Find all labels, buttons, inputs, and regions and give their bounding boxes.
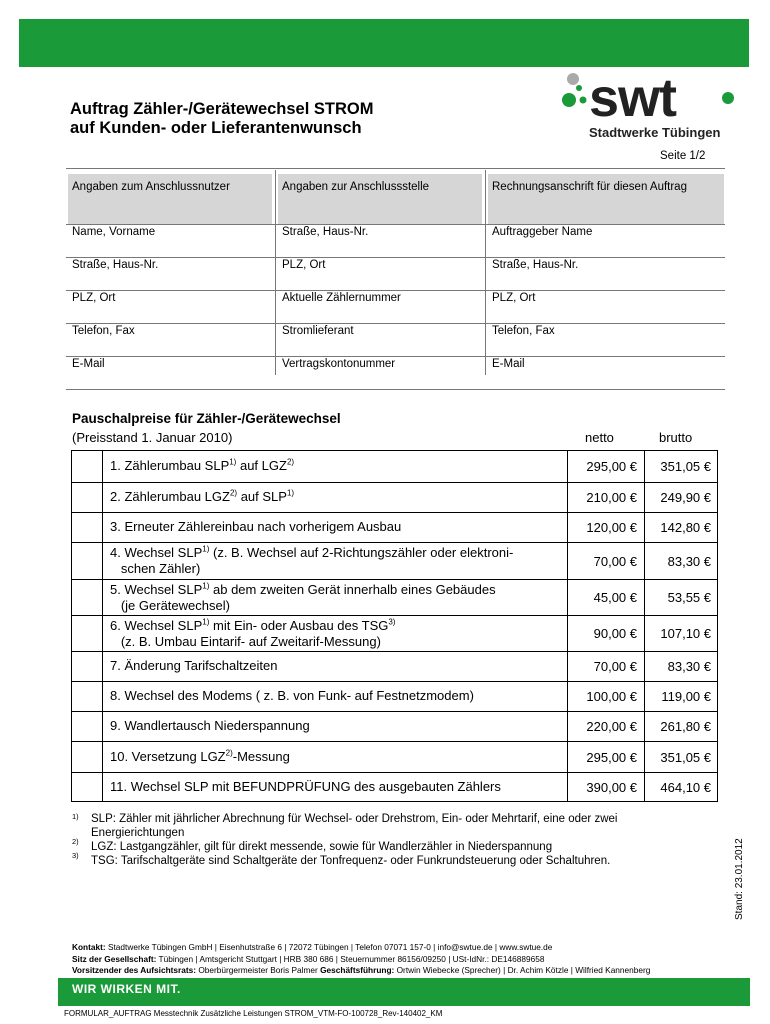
footnote-3-mark: 3) bbox=[72, 851, 79, 860]
form-header-nutzer: Angaben zum Anschlussnutzer bbox=[72, 181, 230, 193]
form-header-anschlussstelle: Angaben zur Anschlussstelle bbox=[282, 181, 430, 193]
footnote-ref: 1) bbox=[229, 457, 237, 467]
price-row-description bbox=[110, 658, 277, 674]
price-row bbox=[72, 483, 717, 513]
col-header-brutto: brutto bbox=[659, 430, 693, 445]
form-rule bbox=[66, 356, 725, 357]
price-brutto: 261,80 € bbox=[660, 719, 711, 734]
page-number: Seite 1/2 bbox=[660, 150, 706, 162]
contact-block bbox=[72, 942, 650, 977]
price-row-line-1 bbox=[110, 582, 496, 598]
col-header-netto: netto bbox=[585, 430, 614, 445]
price-row-line-1 bbox=[110, 618, 395, 634]
board-label: Vorsitzender des Aufsichtsrats: bbox=[72, 965, 197, 975]
footnote-1-text-cont: Energierichtungen bbox=[91, 827, 185, 839]
price-netto: 210,00 € bbox=[586, 490, 637, 505]
footnote-2-mark: 2) bbox=[72, 837, 79, 846]
field-strasse-2[interactable]: Straße, Haus-Nr. bbox=[282, 226, 369, 238]
field-email-1[interactable]: E-Mail bbox=[72, 358, 105, 370]
form-reference: FORMULAR_AUFTRAG Messtechnik Zusätzliche Leistungen STROM_VTM-FO-100728_Rev-140402_KM bbox=[64, 1009, 443, 1018]
price-brutto: 83,30 € bbox=[667, 553, 711, 569]
row-text: 10. Versetzung LGZ bbox=[110, 748, 226, 764]
form-rule bbox=[66, 290, 725, 291]
price-netto: 90,00 € bbox=[593, 626, 637, 641]
price-row bbox=[72, 652, 717, 682]
field-name-vorname[interactable]: Name, Vorname bbox=[72, 226, 156, 238]
price-row-description bbox=[110, 718, 310, 734]
price-row bbox=[72, 513, 717, 543]
row-text: 4. Wechsel SLP bbox=[110, 545, 203, 560]
price-row-line-1 bbox=[110, 489, 294, 505]
field-strasse-1[interactable]: Straße, Haus-Nr. bbox=[72, 259, 159, 271]
price-row bbox=[72, 451, 717, 483]
prices-subtitle: (Preisstand 1. Januar 2010) bbox=[72, 430, 233, 445]
swt-logo bbox=[540, 66, 740, 146]
form-header-rechnung: Rechnungsanschrift für diesen Auftrag bbox=[492, 181, 687, 193]
stand-date: Stand: 23.01.2012 bbox=[734, 838, 745, 920]
seat-text: Tübingen | Amtsgericht Stuttgart | HRB 380 686 | Steuernummer 86156/09250 | USt-IdNr.: DE146889658 bbox=[156, 953, 545, 964]
row-text: ab dem zweiten Gerät innerhalb eines Gebäudes bbox=[209, 582, 496, 597]
seat-label: Sitz der Gesellschaft: bbox=[72, 953, 157, 964]
seat-line bbox=[72, 954, 650, 966]
footnote-ref: 1) bbox=[286, 488, 295, 498]
price-row-line-1 bbox=[110, 718, 310, 734]
board-text: Oberbürgermeister Boris Palmer bbox=[196, 965, 321, 975]
field-telefon-fax-3[interactable]: Telefon, Fax bbox=[492, 325, 555, 337]
price-row bbox=[72, 712, 717, 742]
price-row-description bbox=[110, 519, 401, 535]
price-netto: 100,00 € bbox=[586, 689, 637, 704]
footnote-1-mark: 1) bbox=[72, 812, 79, 821]
form-rule bbox=[66, 257, 725, 258]
price-brutto: 351,05 € bbox=[660, 459, 711, 474]
price-row bbox=[72, 742, 717, 773]
document-title bbox=[70, 100, 374, 138]
price-row bbox=[72, 580, 717, 616]
form-rule bbox=[66, 224, 725, 225]
title-line-1: Auftrag Zähler-/Gerätewechsel STROM bbox=[70, 100, 374, 118]
price-brutto: 53,55 € bbox=[667, 590, 711, 605]
row-text: (z. B. Wechsel auf 2-Richtungszähler oder elektroni- bbox=[209, 545, 514, 560]
logo-subtitle: Stadtwerke Tübingen bbox=[589, 125, 721, 140]
field-email-3[interactable]: E-Mail bbox=[492, 358, 525, 370]
form-rule bbox=[66, 389, 725, 390]
form-divider-1 bbox=[275, 170, 276, 375]
field-plz-ort-1[interactable]: PLZ, Ort bbox=[72, 292, 116, 304]
price-netto: 120,00 € bbox=[586, 520, 637, 535]
form-rule bbox=[66, 323, 725, 324]
footnote-ref: 3) bbox=[388, 617, 396, 627]
row-text: 8. Wechsel des Modems ( z. B. von Funk- auf Festnetzmodem) bbox=[110, 688, 474, 703]
price-row-description bbox=[110, 688, 474, 704]
management-text: Ortwin Wiebecke (Sprecher) | Dr. Achim Kötzle | Wilfried Kannenberg bbox=[394, 965, 651, 975]
form-top-rule bbox=[66, 168, 725, 169]
price-row-line-1 bbox=[110, 519, 401, 535]
price-table bbox=[71, 450, 718, 802]
price-netto: 220,00 € bbox=[586, 719, 637, 734]
field-zaehlernummer[interactable]: Aktuelle Zählernummer bbox=[282, 292, 401, 304]
price-row-line-2: (je Gerätewechsel) bbox=[110, 598, 230, 613]
footnote-3-text: TSG: Tarifschaltgeräte sind Schaltgeräte der Tonfrequenz- oder Funkrundsteuerung oder Schaltuhren. bbox=[91, 855, 611, 867]
price-row bbox=[72, 682, 717, 712]
price-row-description bbox=[110, 489, 294, 505]
price-row-line-1 bbox=[110, 545, 513, 561]
footnote-2-text: LGZ: Lastgangzähler, gilt für direkt messende, sowie für Wandlerzähler in Niederspannung bbox=[91, 841, 553, 853]
field-plz-ort-3[interactable]: PLZ, Ort bbox=[492, 292, 536, 304]
management-label: Geschäftsführung: bbox=[320, 965, 395, 975]
price-brutto: 119,00 € bbox=[661, 689, 711, 704]
price-row-description bbox=[110, 618, 395, 650]
logo-text: swt bbox=[589, 68, 677, 128]
field-stromlieferant[interactable]: Stromlieferant bbox=[282, 325, 354, 337]
price-brutto: 142,80 € bbox=[660, 520, 711, 535]
field-vertragskontonummer[interactable]: Vertragskontonummer bbox=[282, 358, 396, 370]
price-row bbox=[72, 773, 717, 802]
footnote-ref: 1) bbox=[202, 581, 210, 591]
field-telefon-fax-1[interactable]: Telefon, Fax bbox=[72, 325, 135, 337]
row-text: auf LGZ bbox=[236, 458, 287, 473]
row-text: 1. Zählerumbau SLP bbox=[110, 458, 230, 473]
price-row-line-1 bbox=[110, 658, 277, 674]
contact-line bbox=[72, 942, 650, 954]
price-brutto: 351,05 € bbox=[660, 749, 711, 765]
price-row-description bbox=[110, 779, 501, 795]
footnote-ref: 1) bbox=[202, 544, 210, 554]
price-brutto: 249,90 € bbox=[660, 490, 711, 505]
price-row-description bbox=[110, 582, 496, 614]
row-text: -Messung bbox=[232, 748, 290, 764]
field-strasse-3[interactable]: Straße, Haus-Nr. bbox=[492, 259, 579, 271]
footnote-ref: 1) bbox=[202, 617, 210, 627]
row-text: 7. Änderung Tarifschaltzeiten bbox=[110, 658, 278, 673]
form-divider-2 bbox=[485, 170, 486, 375]
board-line bbox=[72, 965, 650, 977]
footnote-ref: 2) bbox=[229, 488, 238, 498]
footnote-ref: 2) bbox=[286, 457, 295, 467]
row-text: 3. Erneuter Zählereinbau nach vorherigem Ausbau bbox=[110, 519, 402, 534]
row-text: 11. Wechsel SLP mit BEFUNDPRÜFUNG des ausgebauten Zählers bbox=[110, 779, 501, 794]
price-netto: 295,00 € bbox=[586, 459, 637, 474]
contact-label: Kontakt: bbox=[72, 942, 106, 952]
price-row-line-2: (z. B. Umbau Eintarif- auf Zweitarif-Messung) bbox=[110, 634, 381, 649]
price-row-line-1 bbox=[110, 749, 290, 765]
price-row bbox=[72, 543, 717, 580]
price-row bbox=[72, 616, 717, 652]
field-auftraggeber-name[interactable]: Auftraggeber Name bbox=[492, 226, 593, 238]
price-row-line-1 bbox=[110, 779, 501, 795]
row-text: 2. Zählerumbau LGZ bbox=[110, 489, 230, 504]
price-brutto: 464,10 € bbox=[660, 780, 711, 795]
price-netto: 70,00 € bbox=[593, 659, 637, 674]
price-row-line-1 bbox=[110, 688, 474, 704]
price-brutto: 83,30 € bbox=[667, 659, 711, 674]
price-netto: 45,00 € bbox=[593, 590, 637, 605]
row-text: 5. Wechsel SLP bbox=[110, 582, 203, 597]
title-line-2: auf Kunden- oder Lieferantenwunsch bbox=[70, 119, 362, 137]
field-plz-ort-2[interactable]: PLZ, Ort bbox=[282, 259, 326, 271]
footnote-1-text: SLP: Zähler mit jährlicher Abrechnung für Wechsel- oder Drehstrom, Ein- oder Mehrtarif, eine oder zwei bbox=[91, 813, 618, 825]
price-netto: 390,00 € bbox=[586, 780, 637, 795]
price-row-description bbox=[110, 458, 294, 474]
price-row-line-1 bbox=[110, 458, 294, 474]
contact-text: Stadtwerke Tübingen GmbH | Eisenhutstraße 6 | 72072 Tübingen | Telefon 07071 157-0 | info@swtue.de | www.swtue.de bbox=[105, 942, 553, 952]
top-brand-bar bbox=[19, 19, 749, 67]
row-text: mit Ein- oder Ausbau des TSG bbox=[209, 618, 389, 633]
row-text: 9. Wandlertausch Niederspannung bbox=[110, 718, 310, 733]
slogan: WIR WIRKEN MIT. bbox=[72, 982, 181, 996]
price-netto: 70,00 € bbox=[593, 553, 637, 569]
price-row-line-2: schen Zähler) bbox=[110, 561, 201, 576]
price-row-description bbox=[110, 545, 513, 577]
price-brutto: 107,10 € bbox=[660, 626, 711, 641]
footnote-ref: 2) bbox=[225, 748, 233, 758]
row-text: 6. Wechsel SLP bbox=[110, 618, 203, 633]
price-row-description bbox=[110, 749, 290, 765]
row-text: auf SLP bbox=[237, 489, 287, 504]
prices-title: Pauschalpreise für Zähler-/Gerätewechsel bbox=[72, 411, 341, 426]
price-netto: 295,00 € bbox=[586, 749, 637, 765]
